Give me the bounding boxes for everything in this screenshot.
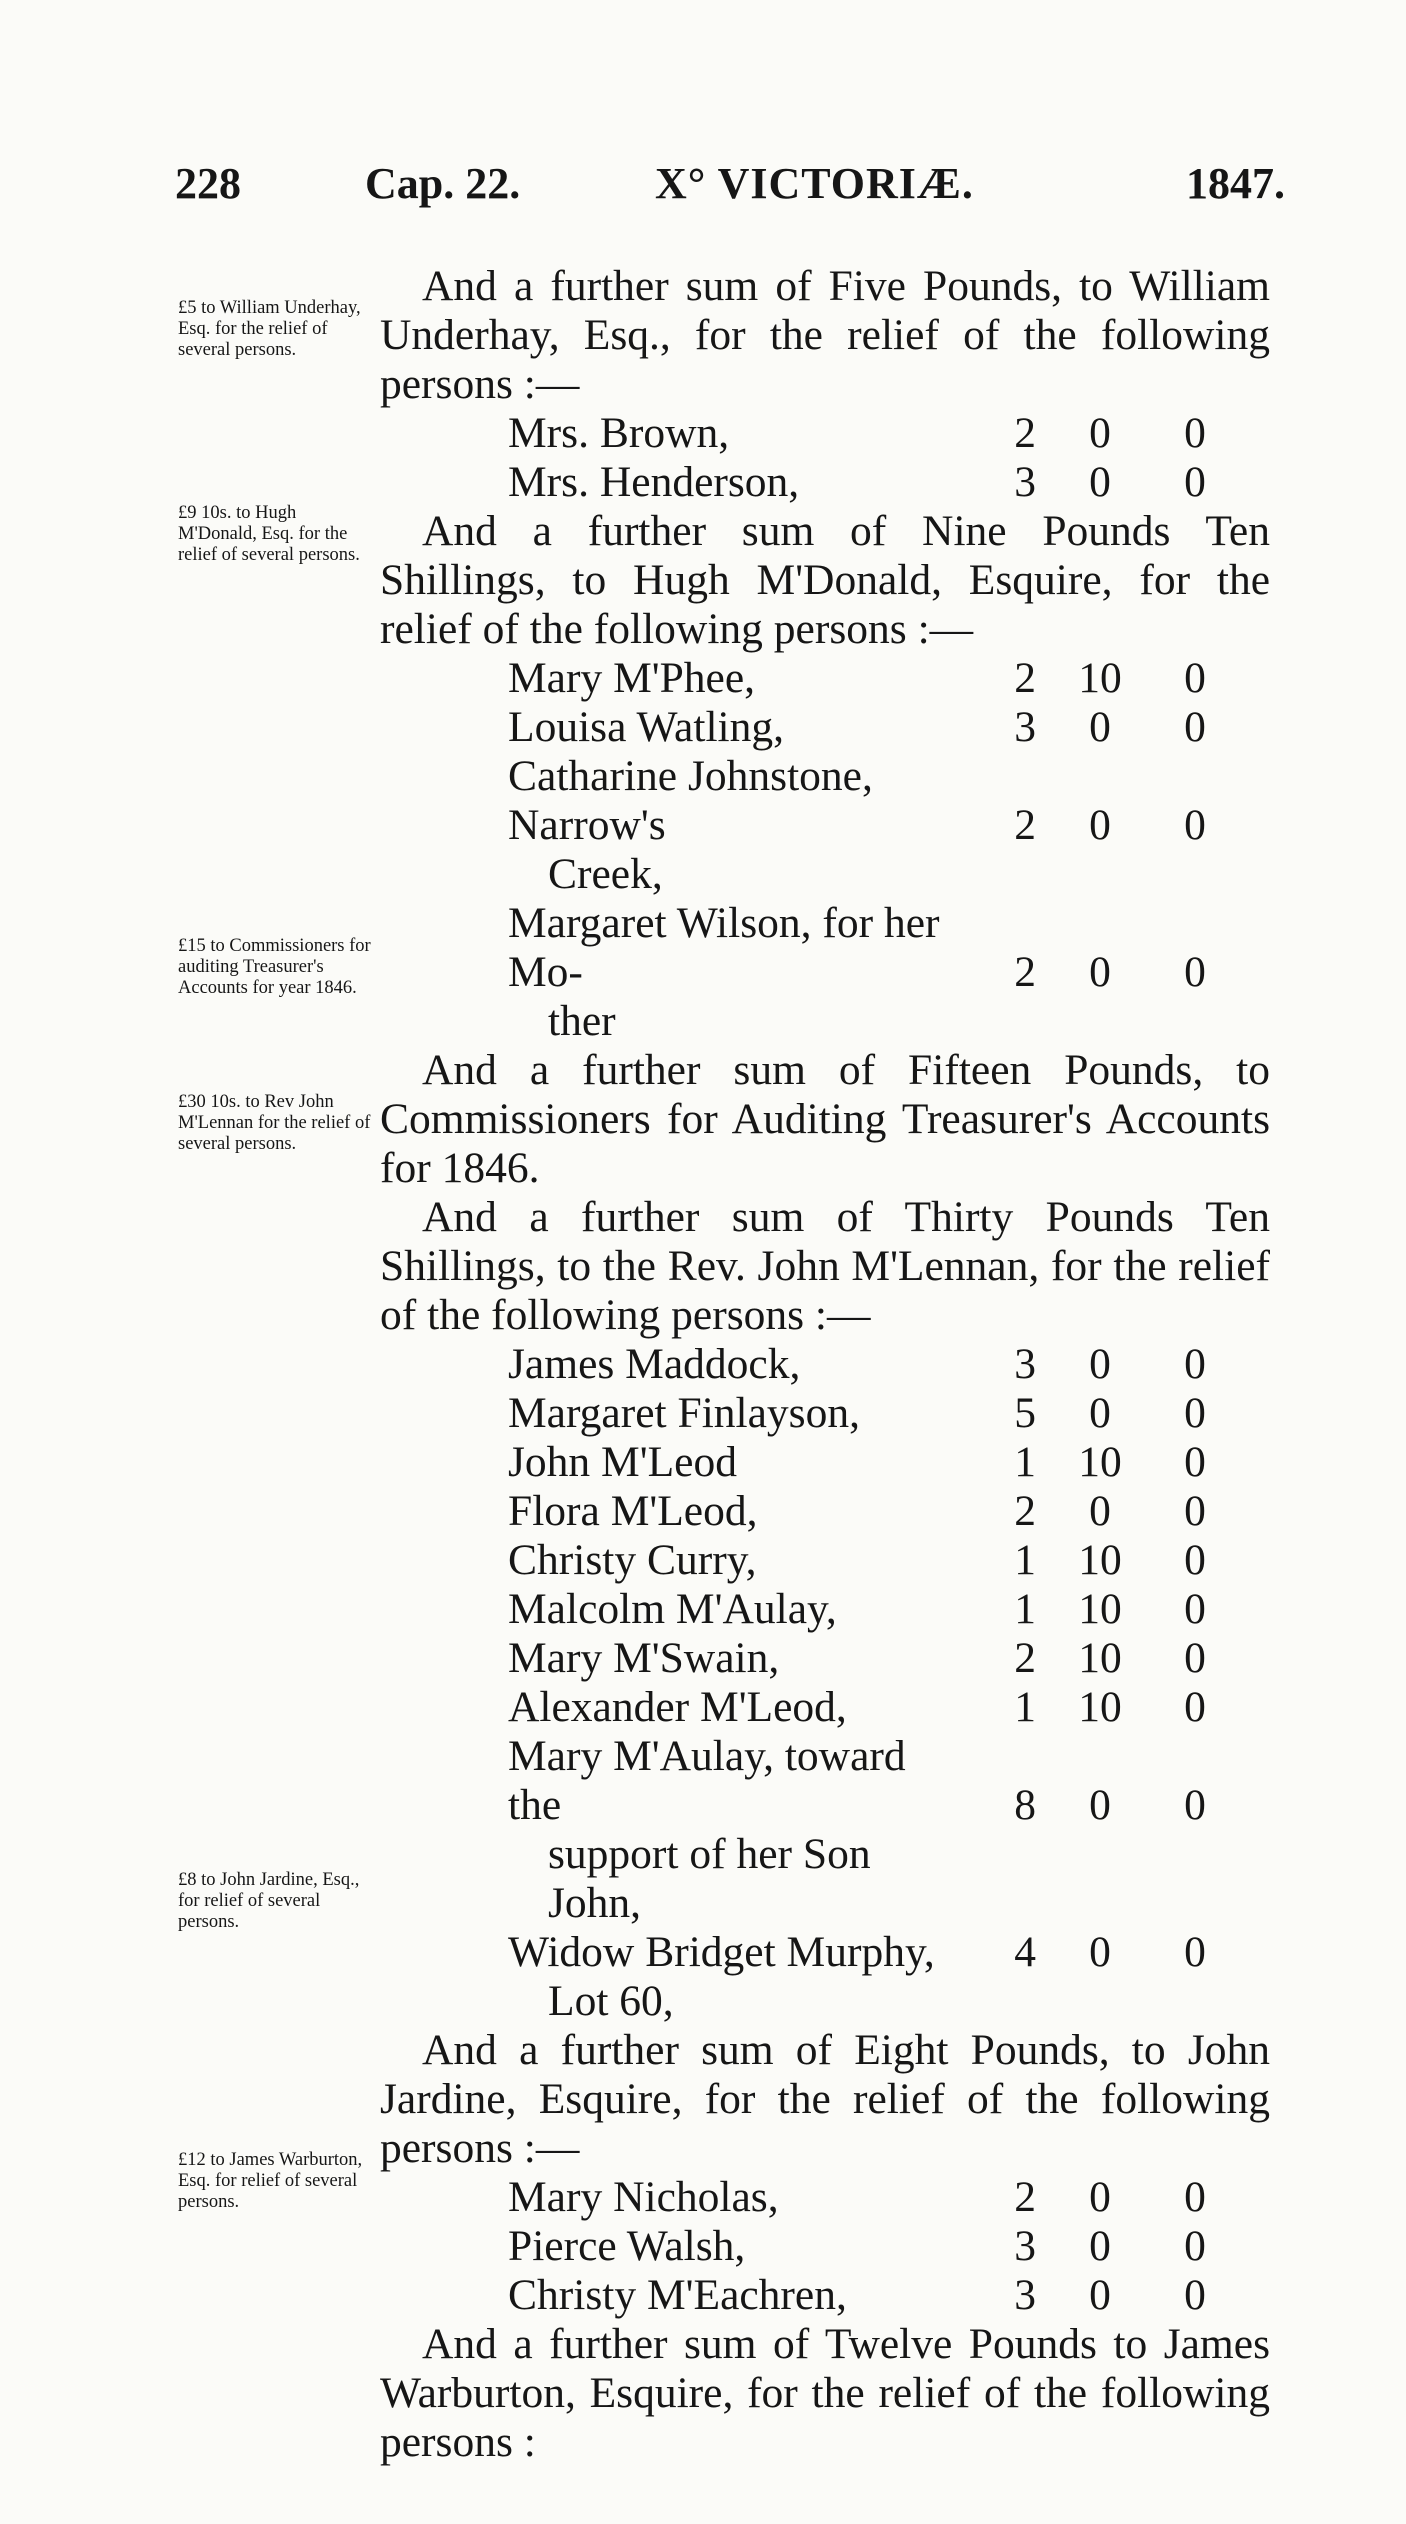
sidenote-jardine: £8 to John Jardine, Esq., for relief of several persons. bbox=[178, 1870, 360, 1932]
list-item bbox=[380, 1585, 1270, 1634]
shillings-value: 0 bbox=[1089, 2222, 1111, 2270]
shillings-value: 0 bbox=[1089, 409, 1111, 457]
person-name: Mrs. Henderson, bbox=[508, 458, 800, 506]
pence-value: 0 bbox=[1184, 458, 1206, 506]
shillings-value: 10 bbox=[1078, 1634, 1122, 1682]
person-name: Christy M'Eachren, bbox=[508, 2271, 847, 2319]
pence-value: 0 bbox=[1184, 2271, 1206, 2319]
pounds-value: 2 bbox=[1014, 654, 1036, 702]
pounds-value: 2 bbox=[1014, 409, 1036, 457]
person-name: John M'Leod bbox=[508, 1438, 737, 1486]
shillings-value: 0 bbox=[1089, 2271, 1111, 2319]
pence-value: 0 bbox=[1184, 409, 1206, 457]
person-name-continuation: Lot 60, bbox=[548, 1977, 674, 2025]
pounds-value: 2 bbox=[1014, 1487, 1036, 1535]
pence-value: 0 bbox=[1184, 1928, 1206, 1976]
list-item bbox=[380, 1683, 1270, 1732]
pounds-value: 3 bbox=[1014, 2271, 1036, 2319]
pounds-value: 1 bbox=[1014, 1683, 1036, 1731]
person-name-line1: Widow Bridget Murphy, bbox=[508, 1928, 935, 1976]
list-item bbox=[380, 1389, 1270, 1438]
person-name bbox=[380, 1928, 940, 2026]
sidenote-mclennan: £30 10s. to Rev John M'Lennan for the relief of several persons. bbox=[178, 1092, 371, 1154]
pence-value: 0 bbox=[1184, 703, 1206, 751]
pence-value: 0 bbox=[1184, 1585, 1206, 1633]
year-label: 1847. bbox=[1186, 159, 1285, 208]
list-item bbox=[380, 752, 1270, 899]
pounds-value: 8 bbox=[1014, 1781, 1036, 1829]
person-name-line1: Catharine Johnstone, Narrow's bbox=[508, 752, 873, 849]
pence-value: 0 bbox=[1184, 654, 1206, 702]
list-item bbox=[380, 409, 1270, 458]
pence-value: 0 bbox=[1184, 1634, 1206, 1682]
list-item bbox=[380, 1340, 1270, 1389]
pounds-value: 1 bbox=[1014, 1536, 1036, 1584]
person-name: Alexander M'Leod, bbox=[508, 1683, 847, 1731]
person-name: Flora M'Leod, bbox=[508, 1487, 758, 1535]
person-name: Mrs. Brown, bbox=[508, 409, 730, 457]
shillings-value: 10 bbox=[1078, 1438, 1122, 1486]
shillings-value: 0 bbox=[1089, 458, 1111, 506]
person-name: Mary M'Phee, bbox=[508, 654, 756, 702]
list-item bbox=[380, 899, 1270, 1046]
pence-value: 0 bbox=[1184, 1389, 1206, 1437]
shillings-value: 0 bbox=[1089, 1389, 1111, 1437]
paragraph-mclennan: And a further sum of Thirty Pounds Ten Shillings, to the Rev. John M'Lennan, for the relief of the following persons :— bbox=[380, 1193, 1270, 1339]
list-item bbox=[380, 1487, 1270, 1536]
pounds-value: 3 bbox=[1014, 2222, 1036, 2270]
list-item bbox=[380, 1536, 1270, 1585]
pence-value: 0 bbox=[1184, 1536, 1206, 1584]
list-item bbox=[380, 1634, 1270, 1683]
pence-value: 0 bbox=[1184, 1683, 1206, 1731]
person-name: Pierce Walsh, bbox=[508, 2222, 746, 2270]
relief-list-mcdonald bbox=[380, 654, 1270, 1046]
paragraph-jardine: And a further sum of Eight Pounds, to John Jardine, Esquire, for the relief of the following persons :— bbox=[380, 2026, 1270, 2172]
body-text bbox=[380, 262, 1270, 2467]
person-name: Mary Nicholas, bbox=[508, 2173, 779, 2221]
person-name bbox=[380, 899, 940, 1046]
pence-value: 0 bbox=[1184, 801, 1206, 849]
person-name: Christy Curry, bbox=[508, 1536, 757, 1584]
pence-value: 0 bbox=[1184, 948, 1206, 996]
sidenote-warburton: £12 to James Warburton, Esq. for relief of several persons. bbox=[178, 2150, 363, 2212]
shillings-value: 0 bbox=[1089, 1781, 1111, 1829]
paragraph-underhay: And a further sum of Five Pounds, to William Underhay, Esq., for the relief of the following persons :— bbox=[380, 262, 1270, 408]
person-name bbox=[380, 1732, 940, 1928]
list-item bbox=[380, 458, 1270, 507]
list-item bbox=[380, 703, 1270, 752]
relief-list-underhay bbox=[380, 409, 1270, 507]
sidenote-commissioners: £15 to Commissioners for auditing Treasurer's Accounts for year 1846. bbox=[178, 936, 371, 998]
chapter-label: Cap. 22. bbox=[365, 159, 521, 208]
shillings-value: 0 bbox=[1089, 948, 1111, 996]
list-item bbox=[380, 654, 1270, 703]
relief-list-mclennan bbox=[380, 1340, 1270, 2026]
pounds-value: 1 bbox=[1014, 1438, 1036, 1486]
list-item bbox=[380, 1438, 1270, 1487]
person-name-line1: Margaret Wilson, for her Mo- bbox=[508, 899, 940, 996]
person-name-continuation: ther bbox=[548, 997, 616, 1045]
person-name-continuation: support of her Son John, bbox=[548, 1830, 871, 1927]
pounds-value: 4 bbox=[1014, 1928, 1036, 1976]
list-item bbox=[380, 2271, 1270, 2320]
shillings-value: 10 bbox=[1078, 654, 1122, 702]
pounds-value: 1 bbox=[1014, 1585, 1036, 1633]
shillings-value: 0 bbox=[1089, 801, 1111, 849]
person-name: Mary M'Swain, bbox=[508, 1634, 780, 1682]
pounds-value: 5 bbox=[1014, 1389, 1036, 1437]
pence-value: 0 bbox=[1184, 2173, 1206, 2221]
sidenote-mcdonald: £9 10s. to Hugh M'Donald, Esq. for the relief of several persons. bbox=[178, 503, 360, 565]
person-name: Margaret Finlayson, bbox=[508, 1389, 860, 1437]
pence-value: 0 bbox=[1184, 1781, 1206, 1829]
pence-value: 0 bbox=[1184, 1438, 1206, 1486]
pounds-value: 2 bbox=[1014, 948, 1036, 996]
shillings-value: 10 bbox=[1078, 1585, 1122, 1633]
pence-value: 0 bbox=[1184, 1487, 1206, 1535]
sidenote-underhay: £5 to William Underhay, Esq. for the relief of several persons. bbox=[178, 298, 361, 360]
page-number: 228 bbox=[175, 159, 241, 208]
paragraph-warburton: And a further sum of Twelve Pounds to James Warburton, Esquire, for the relief of the following persons : bbox=[380, 2320, 1270, 2466]
shillings-value: 0 bbox=[1089, 2173, 1111, 2221]
pounds-value: 3 bbox=[1014, 703, 1036, 751]
pounds-value: 2 bbox=[1014, 801, 1036, 849]
list-item bbox=[380, 2222, 1270, 2271]
relief-list-jardine bbox=[380, 2173, 1270, 2320]
pounds-value: 2 bbox=[1014, 2173, 1036, 2221]
paragraph-mcdonald: And a further sum of Nine Pounds Ten Shillings, to Hugh M'Donald, Esquire, for the relief of the following persons :— bbox=[380, 507, 1270, 653]
pounds-value: 3 bbox=[1014, 1340, 1036, 1388]
person-name: Malcolm M'Aulay, bbox=[508, 1585, 837, 1633]
act-title: X° VICTORIÆ. bbox=[655, 159, 974, 208]
shillings-value: 0 bbox=[1089, 1487, 1111, 1535]
shillings-value: 0 bbox=[1089, 1928, 1111, 1976]
person-name: Louisa Watling, bbox=[508, 703, 784, 751]
person-name-line1: Mary M'Aulay, toward the bbox=[508, 1732, 906, 1829]
shillings-value: 0 bbox=[1089, 1340, 1111, 1388]
pence-value: 0 bbox=[1184, 1340, 1206, 1388]
person-name: James Maddock, bbox=[508, 1340, 801, 1388]
shillings-value: 10 bbox=[1078, 1683, 1122, 1731]
person-name-continuation: Creek, bbox=[548, 850, 663, 898]
person-name bbox=[380, 752, 940, 899]
shillings-value: 10 bbox=[1078, 1536, 1122, 1584]
pounds-value: 3 bbox=[1014, 458, 1036, 506]
running-head bbox=[175, 158, 1285, 228]
pence-value: 0 bbox=[1184, 2222, 1206, 2270]
shillings-value: 0 bbox=[1089, 703, 1111, 751]
list-item bbox=[380, 2173, 1270, 2222]
list-item bbox=[380, 1928, 1270, 2026]
pounds-value: 2 bbox=[1014, 1634, 1036, 1682]
list-item bbox=[380, 1732, 1270, 1928]
paragraph-commissioners: And a further sum of Fifteen Pounds, to Commissioners for Auditing Treasurer's Accounts for 1846. bbox=[380, 1046, 1270, 1192]
